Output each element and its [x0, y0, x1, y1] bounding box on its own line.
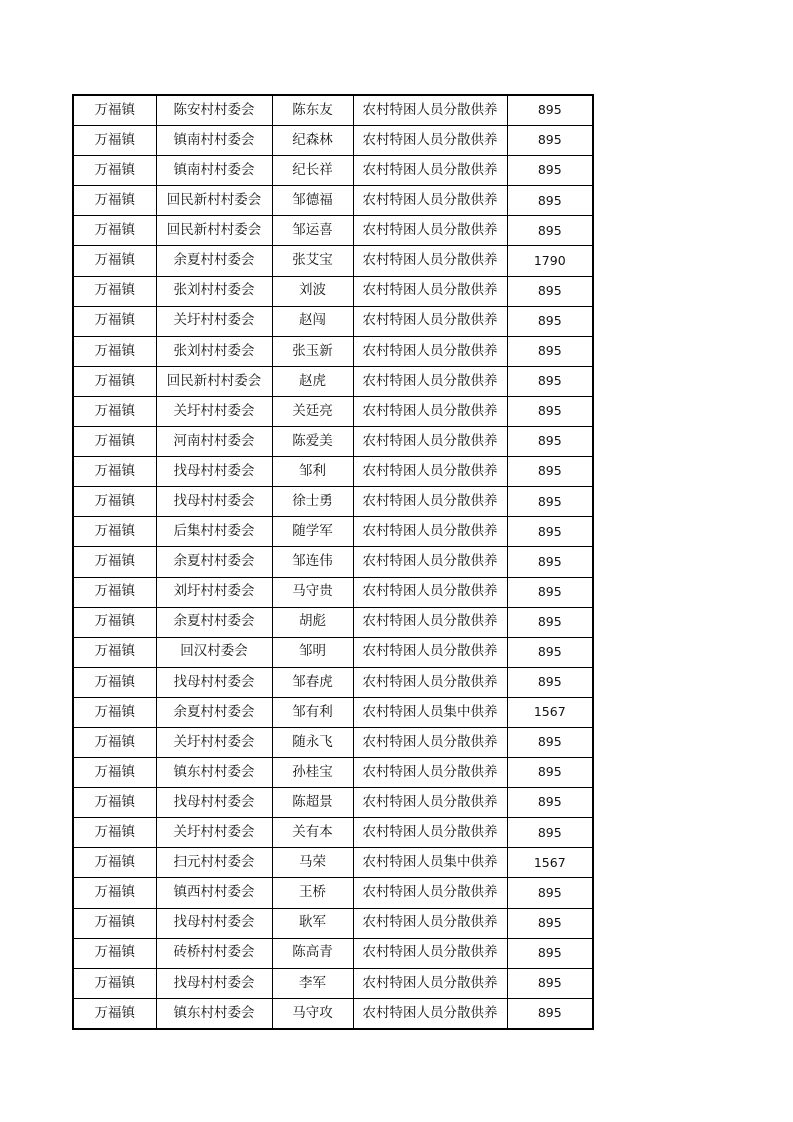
amount-cell: 895	[507, 126, 593, 156]
table-row	[73, 938, 593, 968]
category-cell: 农村特困人员分散供养	[353, 95, 507, 126]
relief-table	[72, 94, 594, 1030]
category-cell: 农村特困人员分散供养	[353, 216, 507, 246]
table-row	[73, 547, 593, 577]
amount-cell: 895	[507, 758, 593, 788]
category-cell: 农村特困人员分散供养	[353, 306, 507, 336]
town-cell: 万福镇	[73, 396, 156, 426]
village-committee-cell: 后集村村委会	[156, 517, 272, 547]
town-cell: 万福镇	[73, 727, 156, 757]
town-cell: 万福镇	[73, 216, 156, 246]
name-cell: 陈超景	[272, 788, 353, 818]
town-cell: 万福镇	[73, 276, 156, 306]
town-cell: 万福镇	[73, 667, 156, 697]
table-row	[73, 607, 593, 637]
category-cell: 农村特困人员分散供养	[353, 788, 507, 818]
amount-cell: 895	[507, 818, 593, 848]
village-committee-cell: 砖桥村村委会	[156, 938, 272, 968]
name-cell: 随永飞	[272, 727, 353, 757]
table-row	[73, 156, 593, 186]
village-committee-cell: 找母村村委会	[156, 667, 272, 697]
name-cell: 胡彪	[272, 607, 353, 637]
town-cell: 万福镇	[73, 457, 156, 487]
table-row	[73, 396, 593, 426]
table-row	[73, 818, 593, 848]
amount-cell: 895	[507, 276, 593, 306]
town-cell: 万福镇	[73, 95, 156, 126]
village-committee-cell: 余夏村村委会	[156, 607, 272, 637]
village-committee-cell: 余夏村村委会	[156, 246, 272, 276]
name-cell: 纪长祥	[272, 156, 353, 186]
village-committee-cell: 关圩村村委会	[156, 396, 272, 426]
name-cell: 孙桂宝	[272, 758, 353, 788]
village-committee-cell: 陈安村村委会	[156, 95, 272, 126]
amount-cell: 895	[507, 788, 593, 818]
village-committee-cell: 镇东村村委会	[156, 758, 272, 788]
amount-cell: 895	[507, 908, 593, 938]
town-cell: 万福镇	[73, 487, 156, 517]
town-cell: 万福镇	[73, 788, 156, 818]
village-committee-cell: 镇南村村委会	[156, 126, 272, 156]
name-cell: 纪森林	[272, 126, 353, 156]
town-cell: 万福镇	[73, 547, 156, 577]
table-body	[73, 95, 593, 1029]
category-cell: 农村特困人员分散供养	[353, 457, 507, 487]
amount-cell: 895	[507, 396, 593, 426]
name-cell: 陈东友	[272, 95, 353, 126]
table-row	[73, 968, 593, 998]
village-committee-cell: 张刘村村委会	[156, 276, 272, 306]
table-row	[73, 306, 593, 336]
category-cell: 农村特困人员分散供养	[353, 758, 507, 788]
category-cell: 农村特困人员分散供养	[353, 968, 507, 998]
name-cell: 邹连伟	[272, 547, 353, 577]
town-cell: 万福镇	[73, 607, 156, 637]
amount-cell: 1567	[507, 697, 593, 727]
amount-cell: 895	[507, 156, 593, 186]
name-cell: 陈爱美	[272, 427, 353, 457]
village-committee-cell: 扫元村村委会	[156, 848, 272, 878]
village-committee-cell: 余夏村村委会	[156, 697, 272, 727]
category-cell: 农村特困人员分散供养	[353, 607, 507, 637]
town-cell: 万福镇	[73, 878, 156, 908]
name-cell: 陈高青	[272, 938, 353, 968]
town-cell: 万福镇	[73, 968, 156, 998]
category-cell: 农村特困人员分散供养	[353, 246, 507, 276]
name-cell: 关有本	[272, 818, 353, 848]
village-committee-cell: 找母村村委会	[156, 487, 272, 517]
town-cell: 万福镇	[73, 818, 156, 848]
amount-cell: 895	[507, 517, 593, 547]
table-row	[73, 848, 593, 878]
table-row	[73, 216, 593, 246]
table-row	[73, 878, 593, 908]
amount-cell: 895	[507, 306, 593, 336]
name-cell: 邹利	[272, 457, 353, 487]
category-cell: 农村特困人员分散供养	[353, 126, 507, 156]
table-row	[73, 457, 593, 487]
amount-cell: 895	[507, 938, 593, 968]
table-row	[73, 126, 593, 156]
table-row	[73, 366, 593, 396]
category-cell: 农村特困人员分散供养	[353, 547, 507, 577]
name-cell: 徐士勇	[272, 487, 353, 517]
name-cell: 张玉新	[272, 336, 353, 366]
category-cell: 农村特困人员分散供养	[353, 366, 507, 396]
name-cell: 赵虎	[272, 366, 353, 396]
table-row	[73, 637, 593, 667]
name-cell: 王桥	[272, 878, 353, 908]
village-committee-cell: 张刘村村委会	[156, 336, 272, 366]
amount-cell: 895	[507, 577, 593, 607]
village-committee-cell: 回民新村村委会	[156, 186, 272, 216]
town-cell: 万福镇	[73, 336, 156, 366]
table-row	[73, 517, 593, 547]
table-row	[73, 998, 593, 1029]
name-cell: 邹春虎	[272, 667, 353, 697]
amount-cell: 895	[507, 457, 593, 487]
category-cell: 农村特困人员分散供养	[353, 938, 507, 968]
amount-cell: 895	[507, 427, 593, 457]
village-committee-cell: 找母村村委会	[156, 968, 272, 998]
town-cell: 万福镇	[73, 577, 156, 607]
amount-cell: 1790	[507, 246, 593, 276]
category-cell: 农村特困人员分散供养	[353, 577, 507, 607]
category-cell: 农村特困人员分散供养	[353, 487, 507, 517]
table-row	[73, 246, 593, 276]
category-cell: 农村特困人员分散供养	[353, 878, 507, 908]
town-cell: 万福镇	[73, 938, 156, 968]
village-committee-cell: 河南村村委会	[156, 427, 272, 457]
table-row	[73, 577, 593, 607]
amount-cell: 895	[507, 547, 593, 577]
category-cell: 农村特困人员集中供养	[353, 697, 507, 727]
town-cell: 万福镇	[73, 697, 156, 727]
table-row	[73, 427, 593, 457]
town-cell: 万福镇	[73, 366, 156, 396]
amount-cell: 895	[507, 878, 593, 908]
name-cell: 刘波	[272, 276, 353, 306]
category-cell: 农村特困人员集中供养	[353, 848, 507, 878]
table-row	[73, 727, 593, 757]
name-cell: 李军	[272, 968, 353, 998]
town-cell: 万福镇	[73, 427, 156, 457]
amount-cell: 895	[507, 487, 593, 517]
amount-cell: 895	[507, 998, 593, 1029]
amount-cell: 895	[507, 637, 593, 667]
village-committee-cell: 镇东村村委会	[156, 998, 272, 1029]
name-cell: 耿军	[272, 908, 353, 938]
category-cell: 农村特困人员分散供养	[353, 667, 507, 697]
category-cell: 农村特困人员分散供养	[353, 336, 507, 366]
name-cell: 张艾宝	[272, 246, 353, 276]
category-cell: 农村特困人员分散供养	[353, 998, 507, 1029]
town-cell: 万福镇	[73, 517, 156, 547]
village-committee-cell: 关圩村村委会	[156, 727, 272, 757]
amount-cell: 895	[507, 216, 593, 246]
amount-cell: 895	[507, 366, 593, 396]
category-cell: 农村特困人员分散供养	[353, 427, 507, 457]
town-cell: 万福镇	[73, 126, 156, 156]
table-row	[73, 788, 593, 818]
town-cell: 万福镇	[73, 637, 156, 667]
town-cell: 万福镇	[73, 156, 156, 186]
name-cell: 邹运喜	[272, 216, 353, 246]
amount-cell: 895	[507, 186, 593, 216]
category-cell: 农村特困人员分散供养	[353, 727, 507, 757]
table-row	[73, 758, 593, 788]
table-row	[73, 186, 593, 216]
town-cell: 万福镇	[73, 246, 156, 276]
town-cell: 万福镇	[73, 908, 156, 938]
category-cell: 农村特困人员分散供养	[353, 396, 507, 426]
name-cell: 马守贵	[272, 577, 353, 607]
village-committee-cell: 回民新村村委会	[156, 216, 272, 246]
name-cell: 马荣	[272, 848, 353, 878]
village-committee-cell: 镇西村村委会	[156, 878, 272, 908]
name-cell: 邹德福	[272, 186, 353, 216]
village-committee-cell: 找母村村委会	[156, 457, 272, 487]
category-cell: 农村特困人员分散供养	[353, 517, 507, 547]
village-committee-cell: 找母村村委会	[156, 788, 272, 818]
table-row	[73, 95, 593, 126]
table-row	[73, 667, 593, 697]
amount-cell: 1567	[507, 848, 593, 878]
category-cell: 农村特困人员分散供养	[353, 186, 507, 216]
town-cell: 万福镇	[73, 998, 156, 1029]
town-cell: 万福镇	[73, 848, 156, 878]
category-cell: 农村特困人员分散供养	[353, 637, 507, 667]
category-cell: 农村特困人员分散供养	[353, 276, 507, 306]
table-row	[73, 908, 593, 938]
amount-cell: 895	[507, 95, 593, 126]
amount-cell: 895	[507, 727, 593, 757]
name-cell: 马守攻	[272, 998, 353, 1029]
village-committee-cell: 关圩村村委会	[156, 306, 272, 336]
village-committee-cell: 刘圩村村委会	[156, 577, 272, 607]
amount-cell: 895	[507, 336, 593, 366]
name-cell: 赵闯	[272, 306, 353, 336]
table-row	[73, 336, 593, 366]
village-committee-cell: 回民新村村委会	[156, 366, 272, 396]
village-committee-cell: 回汉村委会	[156, 637, 272, 667]
name-cell: 关廷亮	[272, 396, 353, 426]
table-row	[73, 276, 593, 306]
category-cell: 农村特困人员分散供养	[353, 818, 507, 848]
village-committee-cell: 关圩村村委会	[156, 818, 272, 848]
amount-cell: 895	[507, 968, 593, 998]
village-committee-cell: 找母村村委会	[156, 908, 272, 938]
table-row	[73, 697, 593, 727]
amount-cell: 895	[507, 607, 593, 637]
amount-cell: 895	[507, 667, 593, 697]
category-cell: 农村特困人员分散供养	[353, 908, 507, 938]
town-cell: 万福镇	[73, 186, 156, 216]
name-cell: 邹明	[272, 637, 353, 667]
name-cell: 邹有利	[272, 697, 353, 727]
category-cell: 农村特困人员分散供养	[353, 156, 507, 186]
village-committee-cell: 余夏村村委会	[156, 547, 272, 577]
town-cell: 万福镇	[73, 306, 156, 336]
name-cell: 随学军	[272, 517, 353, 547]
village-committee-cell: 镇南村村委会	[156, 156, 272, 186]
town-cell: 万福镇	[73, 758, 156, 788]
table-row	[73, 487, 593, 517]
